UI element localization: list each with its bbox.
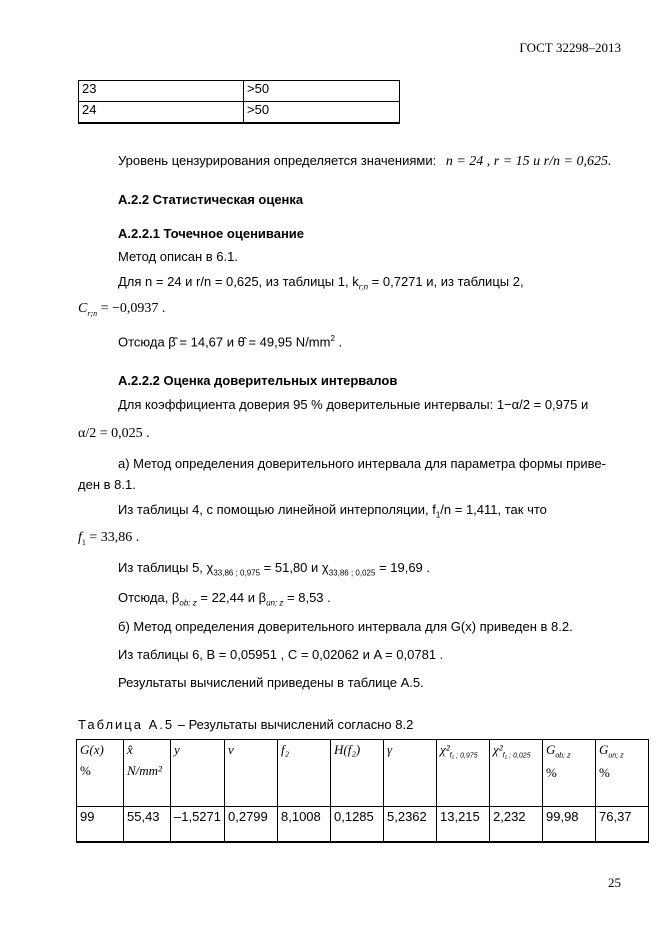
f1-value: = 33,86 . [85, 530, 140, 545]
header-symbol: χ² [493, 742, 503, 757]
continuation-table [78, 80, 400, 124]
header-sub: un; z [608, 752, 624, 760]
table-cell: >50 [244, 81, 400, 102]
header-sub: ob; z [555, 752, 571, 760]
header-symbol: v [228, 742, 234, 757]
table-cell: 0,1285 [331, 807, 384, 843]
table-cell: 0,2799 [225, 807, 278, 843]
confidence-line: Для коэффициента доверия 95 % доверительные интервалы: 1−α/2 = 0,975 и [118, 397, 589, 412]
header-cell [278, 740, 331, 807]
censoring-paragraph [118, 153, 611, 170]
table4-text: Из таблицы 4, с помощью линейной интерполяции, f [118, 502, 436, 517]
header-unit: % [599, 764, 610, 780]
k-value: = 0,7271 и, из таблицы 2, [368, 274, 524, 289]
hence-text: Отсюда β̂ = 14,67 и θ̂ = 49,95 N/mm [118, 334, 331, 350]
document-header: ГОСТ 32298–2013 [519, 40, 621, 55]
header-cell [124, 740, 171, 807]
table-cell: 13,215 [437, 807, 490, 843]
method-a-line-1: а) Метод определения доверительного интервала для параметра формы приве- [118, 456, 606, 471]
table-cell: >50 [244, 102, 400, 124]
table5-sub2: 33,86 ; 0,025 [328, 568, 376, 578]
table5-mid: = 51,80 и χ [260, 560, 329, 575]
f1-symbol: f [78, 530, 82, 545]
censoring-label: Уровень цензурирования определяется значениями: [118, 153, 437, 168]
table-cell: –1,5271 [171, 807, 225, 843]
table-cell: 5,2362 [384, 807, 437, 843]
header-cell [437, 740, 490, 807]
table-cell: 2,232 [490, 807, 543, 843]
section-heading-a221: А.2.2.1 Точечное оценивание [118, 226, 305, 241]
k-subscript: r;n [358, 282, 369, 292]
table5-end: = 19,69 . [375, 560, 431, 575]
hence2-sub1: ob; z [179, 598, 197, 608]
table-cell: 23 [79, 81, 244, 102]
hence2-mid: = 22,44 и β [196, 590, 267, 605]
hence2-text: Отсюда, β [118, 590, 180, 605]
hence2-sub2: un; z [266, 598, 284, 608]
header-unit: % [80, 763, 91, 778]
c-value: = −0,0937 . [97, 301, 166, 316]
header-symbol: G [546, 742, 556, 757]
c-line [78, 301, 165, 318]
for-line-text: Для n = 24 и r/n = 0,625, из таблицы 1, k [118, 274, 359, 289]
header-sub: f₂ ; 0,025 [502, 752, 531, 760]
table-cell: 99 [77, 807, 124, 843]
alpha-line: α/2 = 0,025 . [78, 426, 150, 441]
method-reference: Метод описан в 6.1. [118, 249, 238, 264]
table4-line [118, 502, 547, 520]
header-unit: N/mm² [127, 763, 162, 778]
results-line: Результаты вычислений приведены в таблице А.5. [118, 675, 424, 690]
f1-sub: 1 [81, 537, 86, 547]
c-symbol: C [78, 301, 88, 316]
hence-line-1 [118, 334, 342, 349]
table-cell: 24 [79, 102, 244, 124]
header-cell [384, 740, 437, 807]
header-cell [225, 740, 278, 807]
table-a5 [76, 739, 649, 843]
header-sub: f₂ ; 0,975 [449, 752, 478, 760]
header-symbol: f₂ [281, 742, 290, 757]
table-a5-label: Таблица А.5 [78, 717, 175, 732]
header-cell [596, 740, 649, 807]
table4-sub: 1 [435, 510, 441, 520]
table-cell: 99,98 [543, 807, 596, 843]
table5-text: Из таблицы 5, χ [118, 560, 214, 575]
header-symbol: χ² [440, 742, 450, 757]
hence2-end: = 8,53 . [283, 590, 331, 605]
header-symbol: y [174, 742, 180, 757]
header-symbol: G(x) [80, 742, 104, 757]
table-cell: 55,43 [124, 807, 171, 843]
table-cell: 76,37 [596, 807, 649, 843]
hence-line-2 [118, 590, 331, 608]
header-cell [490, 740, 543, 807]
for-line [118, 274, 524, 292]
method-a-line-2: ден в 8.1. [78, 477, 136, 492]
header-symbol: G [599, 742, 609, 757]
censoring-values: n = 24 , r = 15 и r/n = 0,625. [445, 154, 612, 169]
header-cell [543, 740, 596, 807]
table-row [77, 807, 649, 843]
table-row [79, 81, 400, 102]
table4-value: /n = 1,411, так что [440, 502, 547, 517]
table-header-row [77, 740, 649, 807]
hence-sup: 2 [330, 334, 335, 343]
table5-line [118, 560, 430, 578]
method-b-line: б) Метод определения доверительного интервала для G(x) приведен в 8.2. [118, 619, 573, 634]
c-subscript: r;n [87, 308, 98, 318]
table-a5-caption: – Результаты вычислений согласно 8.2 [174, 717, 414, 732]
section-heading-a222: А.2.2.2 Оценка доверительных интервалов [118, 373, 398, 388]
table-row [79, 102, 400, 124]
header-unit: % [546, 764, 557, 780]
table6-line: Из таблицы 6, B = 0,05951 , C = 0,02062 и A = 0,0781 . [118, 647, 444, 662]
section-heading-a22: А.2.2 Статистическая оценка [118, 192, 304, 207]
header-cell [77, 740, 124, 807]
table-a5-title [78, 717, 413, 732]
header-symbol: x̂ [127, 742, 133, 757]
f1-line [78, 530, 139, 547]
header-cell [171, 740, 225, 807]
header-symbol: H(f₂) [334, 742, 361, 757]
page-number: 25 [608, 875, 621, 890]
table5-sub1: 33,86 ; 0,975 [213, 568, 261, 578]
header-symbol: γ [387, 742, 393, 757]
table-cell: 8,1008 [278, 807, 331, 843]
header-cell [331, 740, 384, 807]
hence-end: . [334, 334, 343, 350]
